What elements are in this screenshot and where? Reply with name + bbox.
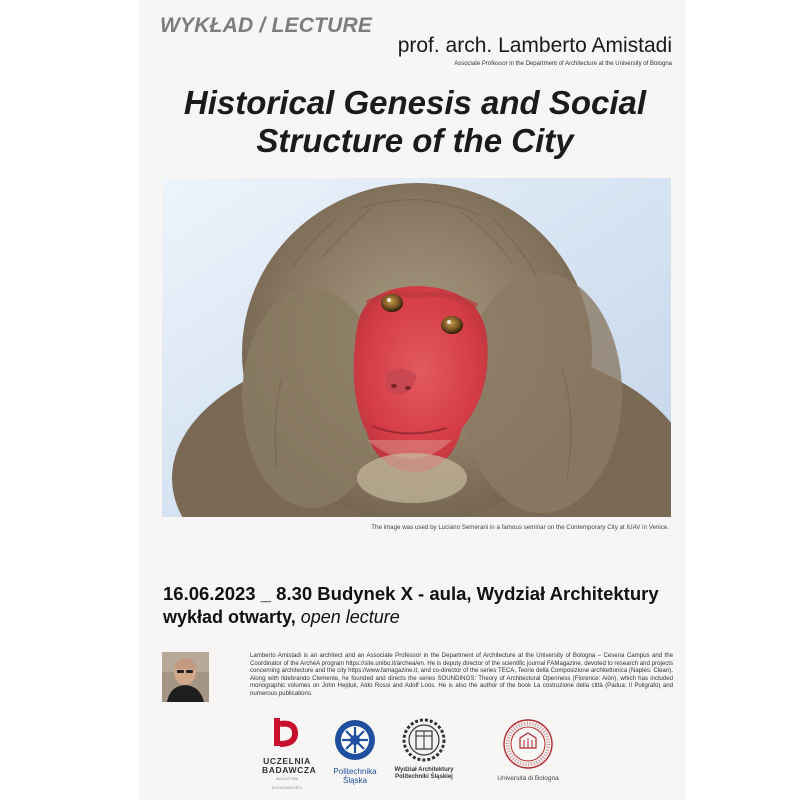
logo-row [262, 716, 682, 792]
open-lecture-en: open lecture [300, 607, 400, 627]
unibo-label: Università di Bologna [497, 775, 559, 782]
wa-line-2: Politechniki Śląskiej [395, 774, 453, 780]
title-line-1: Historical Genesis and Social [183, 84, 647, 121]
ub-sub: INICJATYWA DOSKONAŁOŚCI [271, 777, 303, 790]
speaker-portrait [162, 652, 209, 702]
ub-line-2: BADAWCZA [262, 765, 317, 775]
open-lecture-line [163, 607, 400, 628]
speaker-bio: Lamberto Amistadi is an architect and an Associate Professor in the Department of Architecture at the University of Bologna – Cesena Campus and the Coordinator of the ArchéA program https://site.unibo.it/archea/en. He is deputy director of the scientific journal FAMagazine, devoted to research and projects concerning architecture and the city https://www.famagazine.it, and co-director of the series TECA, Teorie della Composizione architettonica (Naples: Clean). Along with Ildebrando Clemente, he founded and directs the series SOUNDINGS: Theory of Architectural Openness (Florence: Aiòn), which has included monographic volumes on John Hejduk, Aldo Rossi and Adolf Loos. He is also the author of the book La costruzione della città (Padua: Il Poligrafo) and numerous publications. [250, 652, 673, 697]
photo-caption: The image was used by Luciano Semerani in a famous seminar on the Contemporary City at IUAV in Venice. [371, 524, 669, 531]
title-line-2: Structure of the City [256, 122, 574, 159]
uczelnia-badawcza-logo [262, 716, 317, 792]
politechnika-crest-icon [332, 718, 378, 762]
unibo-seal-icon [502, 718, 554, 770]
wa-line-1: Wydział Architektury [394, 767, 454, 773]
macaque-photo [162, 178, 671, 517]
macaque-illustration [162, 178, 671, 517]
ub-mark-icon [262, 716, 312, 752]
lecture-label: WYKŁAD / LECTURE [160, 14, 373, 37]
ps-line-1: Politechnika [333, 767, 377, 776]
ps-line-2: Śląska [342, 776, 367, 785]
open-lecture-pl: wykład otwarty, [163, 607, 301, 627]
universita-bologna-logo [488, 718, 568, 784]
event-date-place: 16.06.2023 _ 8.30 Budynek X - aula, Wydział Architektury [163, 583, 659, 604]
politechnika-slaska-logo [330, 718, 380, 785]
ub-line-1: UCZELNIA [263, 756, 311, 766]
speaker-role: Associate Professor in the Department of Architecture at the University of Bologna [454, 61, 672, 67]
wydzial-gear-icon [401, 718, 447, 762]
lecture-title [150, 84, 680, 160]
wydzial-architektury-logo [390, 718, 458, 781]
speaker-name: prof. arch. Lamberto Amistadi [397, 34, 672, 57]
portrait-illustration [162, 652, 209, 702]
